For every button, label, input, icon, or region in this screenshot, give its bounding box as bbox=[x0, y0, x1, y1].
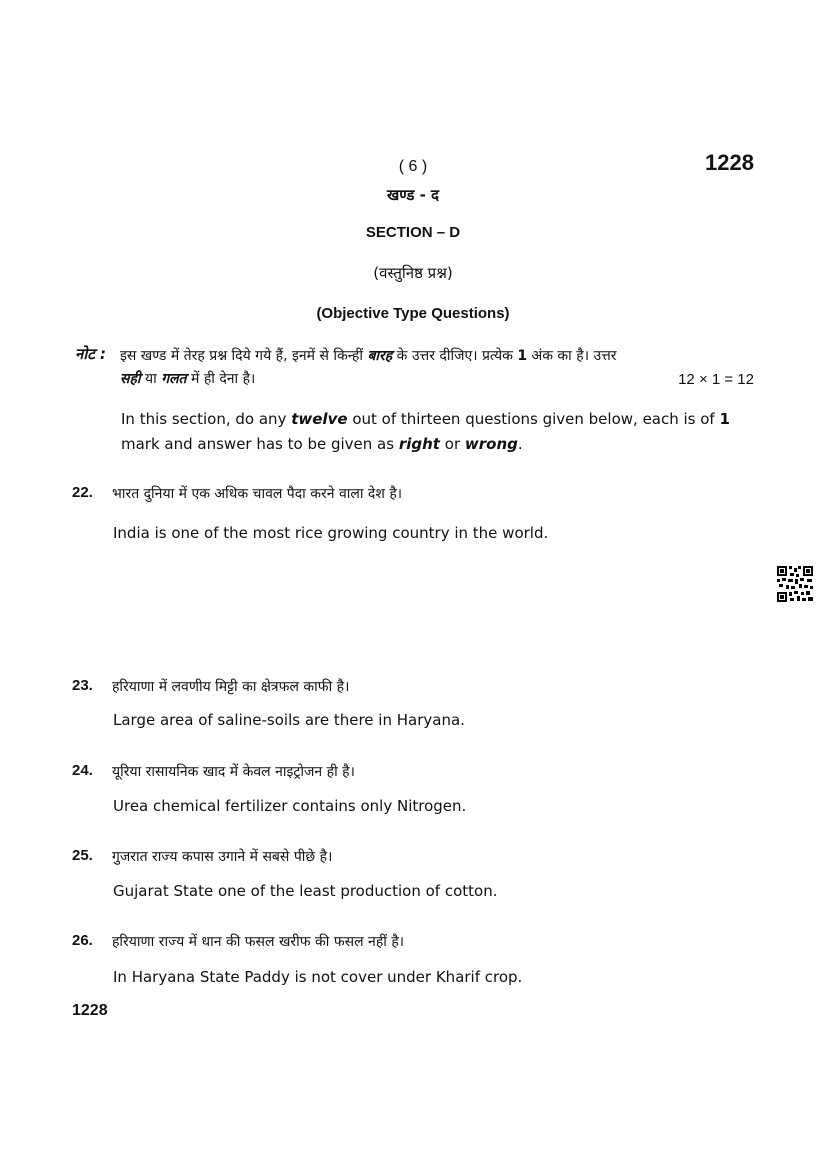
question-number: 25. bbox=[72, 847, 93, 864]
question-number: 23. bbox=[72, 677, 93, 694]
question-english: Urea chemical fertilizer contains only Nitrogen. bbox=[113, 797, 467, 815]
question-hindi: हरियाणा में लवणीय मिट्टी का क्षेत्रफल काफी है। bbox=[112, 679, 350, 695]
instr-text: . bbox=[517, 435, 523, 453]
subtitle-hindi: (वस्तुनिष्ठ प्रश्न) bbox=[373, 264, 453, 282]
note-text: अंक का है। उत्तर bbox=[531, 348, 617, 364]
question-number: 24. bbox=[72, 762, 93, 779]
question-hindi: गुजरात राज्य कपास उगाने में सबसे पीछे है। bbox=[112, 849, 333, 865]
note-emphasis: बारह bbox=[367, 348, 393, 364]
marks-distribution: 12 × 1 = 12 bbox=[678, 371, 754, 388]
paper-code-top: 1228 bbox=[705, 150, 754, 175]
instr-text: or bbox=[444, 435, 461, 453]
note-text: में ही देना है। bbox=[191, 371, 256, 387]
question-hindi: हरियाणा राज्य में धान की फसल खरीफ की फसल नहीं है। bbox=[112, 934, 405, 950]
subtitle-english: (Objective Type Questions) bbox=[316, 305, 510, 322]
note-hindi-line1 bbox=[120, 344, 756, 368]
note-text: के उत्तर दीजिए। प्रत्येक bbox=[396, 348, 513, 364]
section-title-hindi: खण्ड - द bbox=[386, 186, 440, 204]
note-emphasis: 1 bbox=[517, 348, 528, 364]
note-text: या bbox=[144, 371, 157, 387]
instr-emphasis: twelve bbox=[291, 410, 348, 428]
question-hindi: भारत दुनिया में एक अधिक चावल पैदा करने वाला देश है। bbox=[112, 486, 403, 502]
question-number: 22. bbox=[72, 484, 93, 501]
question-hindi: यूरिया रासायनिक खाद में केवल नाइट्रोजन ही है। bbox=[112, 764, 355, 780]
paper-code-footer: 1228 bbox=[72, 1002, 108, 1019]
section-title: SECTION – D bbox=[365, 224, 461, 241]
instr-emphasis: right bbox=[398, 435, 440, 453]
instr-text: out of thirteen questions given below, each is of bbox=[352, 410, 715, 428]
question-english: In Haryana State Paddy is not cover under Kharif crop. bbox=[113, 968, 523, 986]
note-emphasis: गलत bbox=[161, 371, 187, 387]
note-label: नोट : bbox=[75, 345, 106, 363]
note-emphasis: सही bbox=[120, 371, 141, 387]
question-english: Gujarat State one of the least production of cotton. bbox=[113, 882, 498, 900]
note-text: इस खण्ड में तेरह प्रश्न दिये गये हैं, इनमें से किन्हीं bbox=[120, 348, 363, 364]
note-hindi-line2 bbox=[120, 369, 255, 388]
qr-code-icon bbox=[776, 565, 814, 603]
instructions-english bbox=[121, 407, 757, 457]
instr-emphasis: wrong bbox=[464, 435, 518, 453]
question-english: Large area of saline-soils are there in Haryana. bbox=[113, 711, 465, 729]
question-english: India is one of the most rice growing country in the world. bbox=[113, 524, 549, 542]
instr-text: In this section, do any bbox=[121, 410, 287, 428]
instr-text: mark and answer has to be given as bbox=[121, 435, 395, 453]
instr-emphasis: 1 bbox=[719, 410, 730, 428]
question-number: 26. bbox=[72, 932, 93, 949]
page-number: ( 6 ) bbox=[398, 158, 428, 175]
